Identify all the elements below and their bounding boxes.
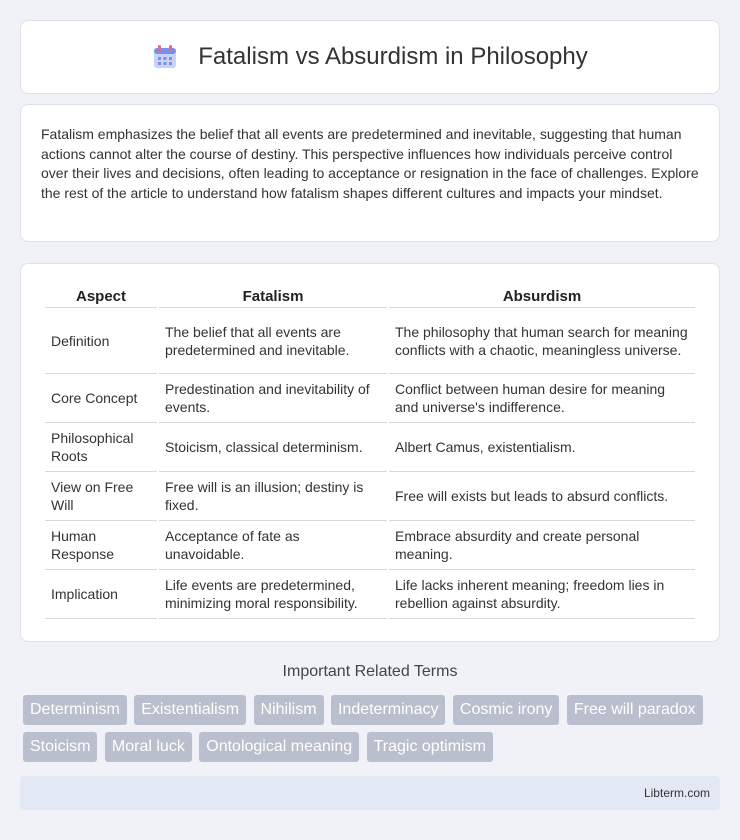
footer — [20, 776, 720, 810]
cell-fatalism: Predestination and inevitability of events. — [159, 374, 387, 423]
page-title: Fatalism vs Absurdism in Philosophy — [198, 43, 588, 70]
table-row — [45, 374, 695, 423]
table-header-row — [45, 284, 695, 308]
footer-site-link[interactable]: Libterm.com — [643, 786, 710, 800]
cell-fatalism: Free will is an illusion; destiny is fixed. — [159, 472, 387, 521]
calendar-icon — [152, 44, 178, 70]
cell-fatalism: The belief that all events are predetermined and inevitable. — [159, 308, 387, 374]
table-row — [45, 472, 695, 521]
intro-card — [20, 104, 720, 242]
cell-aspect: View on Free Will — [45, 472, 157, 521]
cell-absurdism: Life lacks inherent meaning; freedom lies in rebellion against absurdity. — [389, 570, 695, 619]
cell-absurdism: Conflict between human desire for meaning and universe's indifference. — [389, 374, 695, 423]
header-absurdism: Absurdism — [389, 284, 695, 308]
table-row — [45, 308, 695, 374]
related-term-tag[interactable]: Existentialism — [134, 695, 246, 725]
cell-aspect: Definition — [45, 308, 157, 374]
related-term-tag[interactable]: Determinism — [23, 695, 127, 725]
header-aspect: Aspect — [45, 284, 157, 308]
table-row — [45, 570, 695, 619]
related-term-tag[interactable]: Moral luck — [105, 732, 192, 762]
intro-text: Fatalism emphasizes the belief that all events are predetermined and inevitable, suggesting that human actions cannot alter the course of destiny. This perspective influences how individuals perceive control over their lives and decisions, often leading to acceptance or resignation in the face of challenges. Explore the rest of the article to understand how fatalism shapes different cultures and impacts your mindset. — [41, 126, 699, 201]
related-term-tag[interactable]: Nihilism — [254, 695, 324, 725]
related-term-tag[interactable]: Free will paradox — [567, 695, 703, 725]
cell-fatalism: Acceptance of fate as unavoidable. — [159, 521, 387, 570]
related-term-tag[interactable]: Ontological meaning — [199, 732, 359, 762]
related-term-tag[interactable]: Tragic optimism — [367, 732, 493, 762]
cell-aspect: Implication — [45, 570, 157, 619]
related-term-tag[interactable]: Stoicism — [23, 732, 97, 762]
comparison-table-card — [20, 263, 720, 642]
table-row — [45, 521, 695, 570]
cell-aspect: Philosophical Roots — [45, 423, 157, 472]
cell-absurdism: Free will exists but leads to absurd conflicts. — [389, 472, 695, 521]
related-term-tag[interactable]: Indeterminacy — [331, 695, 446, 725]
cell-fatalism: Life events are predetermined, minimizing moral responsibility. — [159, 570, 387, 619]
cell-absurdism: Albert Camus, existentialism. — [389, 423, 695, 472]
related-terms-title: Important Related Terms — [282, 663, 458, 680]
cell-fatalism: Stoicism, classical determinism. — [159, 423, 387, 472]
cell-absurdism: The philosophy that human search for meaning conflicts with a chaotic, meaningless universe. — [389, 308, 695, 374]
related-terms-list — [23, 695, 723, 769]
related-term-tag[interactable]: Cosmic irony — [453, 695, 559, 725]
title-card — [20, 20, 720, 94]
cell-aspect: Human Response — [45, 521, 157, 570]
header-fatalism: Fatalism — [159, 284, 387, 308]
cell-aspect: Core Concept — [45, 374, 157, 423]
comparison-table — [43, 284, 697, 619]
cell-absurdism: Embrace absurdity and create personal meaning. — [389, 521, 695, 570]
table-row — [45, 423, 695, 472]
